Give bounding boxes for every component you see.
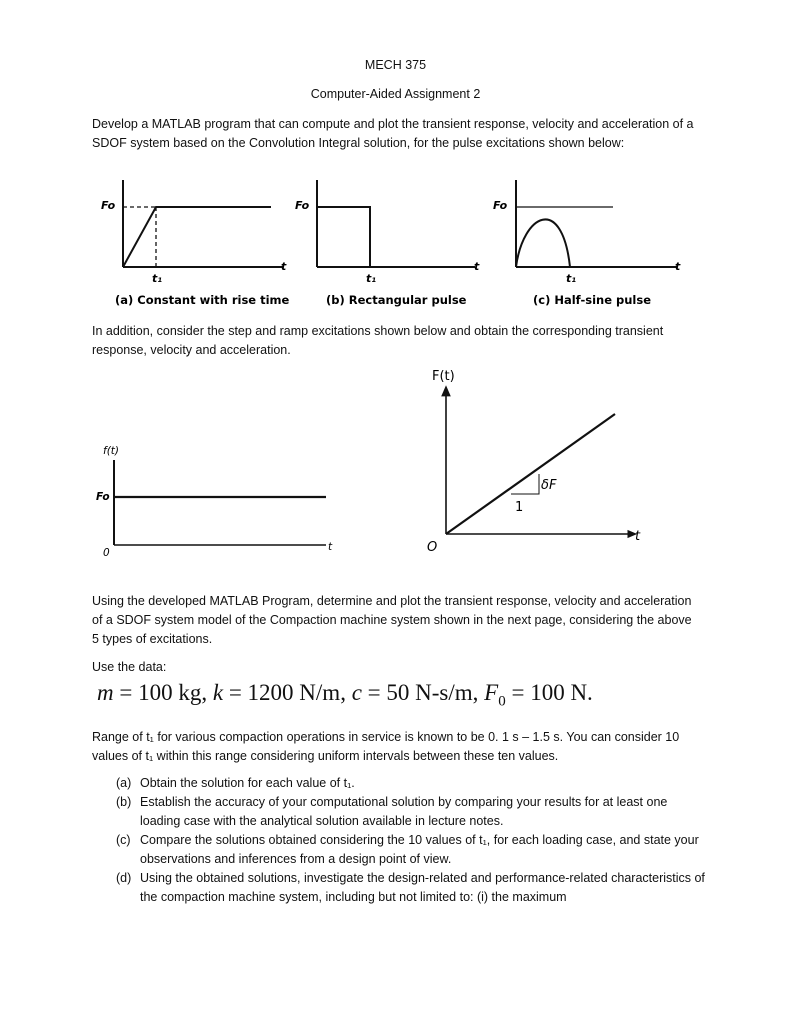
step-excitation-figure [90, 440, 350, 565]
force-subscript: 0 [498, 693, 506, 710]
ramp-excitation-figure [415, 364, 655, 559]
addition-paragraph: In addition, consider the step and ramp excitations shown below and obtain the corresponding transient response, velocity and acceleration. [92, 324, 664, 357]
ramp-delta-label: δF [541, 478, 557, 493]
list-item-label: (d) [116, 871, 132, 885]
stiffness-symbol: k [212, 680, 224, 705]
pulse-excitations-figure [95, 172, 705, 314]
list-item-text: Using the obtained solutions, investigate the design-related and performance-related characteristics of the compaction machine system, including but not limited to: (i) the maximum [140, 871, 705, 904]
task-list [116, 774, 706, 907]
force-symbol: F [484, 680, 499, 705]
parameter-equation [97, 680, 593, 711]
pulse-b-rectangle [317, 207, 370, 267]
list-item [116, 869, 706, 907]
mass-symbol: m [97, 680, 114, 705]
pulse-c-caption: (c) Half-sine pulse [533, 293, 652, 307]
assignment-title: Computer-Aided Assignment 2 [310, 87, 481, 101]
pulse-a-t1-label: t₁ [152, 272, 163, 285]
list-item-text: Compare the solutions obtained considering the 10 values of t₁, for each loading case, and state your observations and inferences from a design point of view. [140, 833, 699, 866]
mass-value: = 100 kg, [113, 680, 213, 705]
pulse-a-ramp-plateau [123, 207, 271, 267]
damping-value: = 50 N-s/m, [361, 680, 485, 705]
damping-symbol: c [351, 680, 362, 705]
ramp-t-label: t [635, 529, 641, 544]
step-t-label: t [328, 541, 333, 553]
list-item [116, 831, 706, 869]
pulse-c-t1-label: t₁ [566, 272, 577, 285]
step-origin-label: 0 [103, 547, 110, 559]
list-item-text: Obtain the solution for each value of t₁. [140, 776, 355, 790]
use-data-label: Use the data: [92, 660, 167, 674]
pulse-c-f0-label: Fo [493, 199, 508, 212]
pulse-a-caption: (a) Constant with rise time [115, 293, 290, 307]
list-item [116, 774, 706, 793]
list-item-label: (a) [116, 776, 132, 790]
course-title: MECH 375 [364, 58, 427, 72]
list-item-text: Establish the accuracy of your computational solution by comparing your results for at least one loading case with the analytical solution available in lecture notes. [140, 795, 668, 828]
range-paragraph: Range of t₁ for various compaction operations in service is known to be 0. 1 s – 1.5 s. You can consider 10 values of t₁ within this range considering uniform intervals between these ten values. [92, 730, 680, 763]
pulse-c-t-label: t [675, 260, 681, 273]
stiffness-value: = 1200 N/m, [223, 680, 352, 705]
ramp-ylabel: F(t) [432, 369, 455, 384]
pulse-b-t-label: t [474, 260, 480, 273]
ramp-force-line [446, 414, 615, 534]
pulse-a-f0-label: Fo [101, 199, 116, 212]
pulse-a-t-label: t [281, 260, 287, 273]
ramp-one-label: 1 [515, 500, 524, 515]
task-paragraph: Using the developed MATLAB Program, determine and plot the transient response, velocity and acceleration of a SDOF system model of the Compaction machine system shown in the next page, considering the above 5 types of excitations. [92, 594, 692, 646]
pulse-b-t1-label: t₁ [366, 272, 377, 285]
pulse-b-f0-label: Fo [295, 199, 310, 212]
list-item [116, 793, 706, 831]
list-item-label: (b) [116, 795, 132, 809]
pulse-b-caption: (b) Rectangular pulse [326, 293, 467, 307]
step-f0-label: Fo [96, 491, 110, 503]
force-value: = 100 N. [505, 680, 593, 705]
ramp-origin-label: O [427, 540, 438, 555]
list-item-label: (c) [116, 833, 131, 847]
pulse-c-half-sine [516, 219, 570, 267]
intro-paragraph: Develop a MATLAB program that can compute and plot the transient response, velocity and acceleration of a SDOF system based on the Convolution Integral solution, for the pulse excitations shown below: [92, 117, 694, 150]
step-ylabel: f(t) [103, 445, 120, 457]
